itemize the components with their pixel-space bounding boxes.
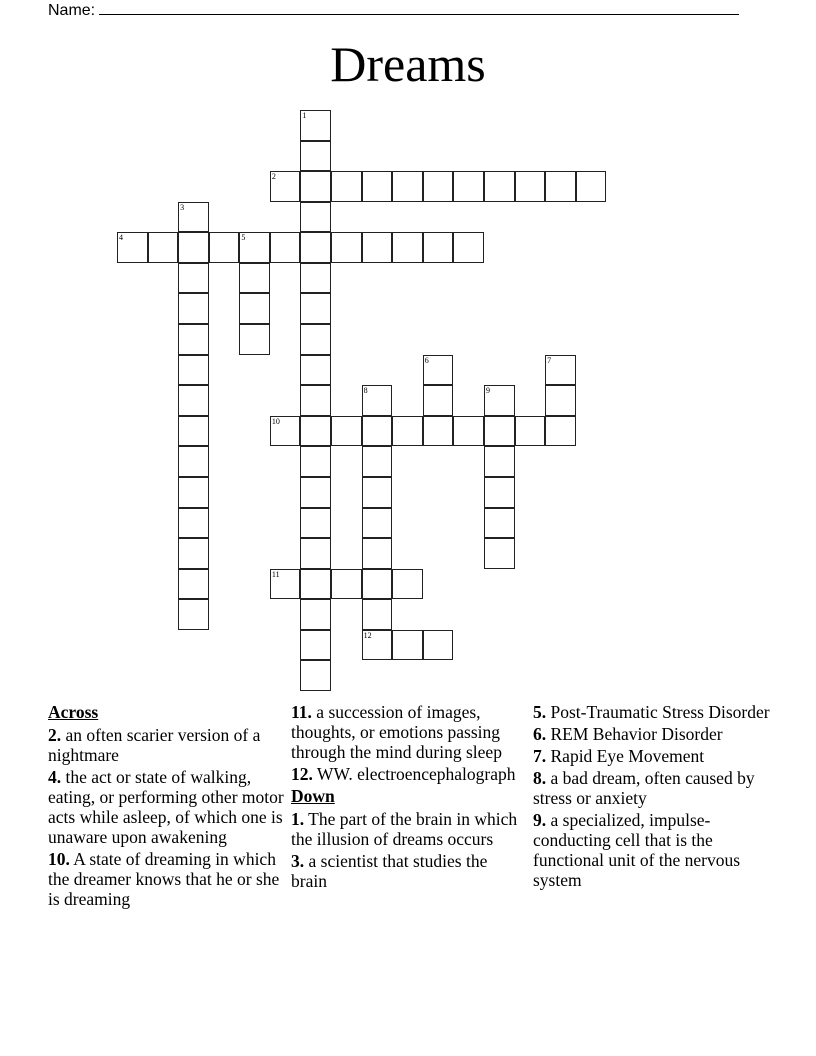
clue-across-2 [48, 725, 284, 765]
grid-cell[interactable] [178, 508, 209, 539]
grid-cell[interactable] [300, 324, 331, 355]
clue-down-9 [533, 810, 773, 890]
clue-text: a specialized, impulse-conducting cell that is the functional unit of the nervous system [533, 810, 741, 890]
grid-cell[interactable] [392, 232, 423, 263]
grid-cell[interactable] [453, 232, 484, 263]
grid-cell[interactable] [300, 446, 331, 477]
grid-cell[interactable] [392, 171, 423, 202]
cell-number: 5 [241, 233, 246, 243]
grid-cell[interactable] [270, 416, 301, 447]
grid-cell[interactable] [484, 171, 515, 202]
clue-text: Post-Traumatic Stress Disorder [546, 702, 770, 722]
across-heading: Across [48, 702, 99, 722]
cell-number: 4 [119, 233, 123, 243]
clue-number: 11. [291, 702, 312, 722]
clue-down-8 [533, 768, 773, 808]
grid-cell[interactable] [300, 141, 331, 172]
grid-cell[interactable] [300, 202, 331, 233]
clue-number: 9. [533, 810, 547, 830]
grid-cell[interactable] [300, 630, 331, 661]
clue-number: 7. [533, 746, 547, 766]
clues-column-1 [48, 702, 284, 911]
grid-cell[interactable] [515, 171, 546, 202]
grid-cell[interactable] [270, 171, 301, 202]
clue-number: 1. [291, 809, 305, 829]
grid-cell[interactable] [331, 232, 362, 263]
grid-cell[interactable] [270, 232, 301, 263]
grid-cell[interactable] [362, 477, 393, 508]
grid-cell[interactable] [178, 599, 209, 630]
cell-number: 10 [271, 416, 280, 426]
grid-cell[interactable] [362, 569, 393, 600]
grid-cell[interactable] [300, 171, 331, 202]
grid-cell[interactable] [545, 416, 576, 447]
clue-number: 2. [48, 725, 62, 745]
clue-number: 12. [291, 764, 313, 784]
grid-cell[interactable] [178, 538, 209, 569]
grid-cell[interactable] [331, 416, 362, 447]
clue-text: A state of dreaming in which the dreamer knows that he or she is dreaming [48, 849, 280, 909]
clue-across-12 [291, 764, 527, 784]
grid-cell[interactable] [392, 630, 423, 661]
grid-cell[interactable] [484, 538, 515, 569]
grid-cell[interactable] [300, 416, 331, 447]
clue-down-5 [533, 702, 773, 722]
grid-cell[interactable] [484, 477, 515, 508]
grid-cell[interactable] [423, 416, 454, 447]
down-heading: Down [291, 786, 335, 806]
grid-cell[interactable] [576, 171, 607, 202]
grid-cell[interactable] [300, 569, 331, 600]
grid-cell[interactable] [362, 232, 393, 263]
grid-cell[interactable] [117, 232, 148, 263]
cell-number: 1 [302, 111, 307, 120]
cell-number: 6 [424, 355, 429, 365]
grid-cell[interactable] [300, 293, 331, 324]
grid-cell[interactable] [300, 660, 331, 691]
clue-number: 10. [48, 849, 70, 869]
clue-down-7 [533, 746, 773, 766]
clues-column-3 [533, 702, 773, 892]
grid-cell[interactable] [515, 416, 546, 447]
grid-cell[interactable] [484, 416, 515, 447]
grid-cell[interactable] [545, 171, 576, 202]
clue-text: an often scarier version of a nightmare [48, 725, 261, 765]
grid-cell[interactable] [453, 416, 484, 447]
cell-number: 8 [363, 386, 368, 396]
cell-number: 11 [271, 569, 280, 579]
clues-column-2 [291, 702, 527, 893]
clue-text: Rapid Eye Movement [546, 746, 705, 766]
clue-across-10 [48, 849, 284, 909]
name-field[interactable] [48, 0, 739, 20]
grid-cell[interactable] [239, 293, 270, 324]
clue-number: 3. [291, 851, 305, 871]
grid-cell[interactable] [484, 508, 515, 539]
clue-text: REM Behavior Disorder [546, 724, 723, 744]
cell-number: 2 [271, 172, 276, 182]
grid-cell[interactable] [270, 569, 301, 600]
grid-cell[interactable] [239, 324, 270, 355]
clue-across-4 [48, 767, 284, 847]
grid-cell[interactable] [239, 263, 270, 294]
cell-number: 7 [547, 355, 552, 365]
grid-cell[interactable] [545, 385, 576, 416]
grid-cell[interactable] [300, 385, 331, 416]
grid-cell[interactable] [423, 630, 454, 661]
grid-cell[interactable] [362, 538, 393, 569]
grid-cell[interactable] [423, 232, 454, 263]
grid-cell[interactable] [362, 416, 393, 447]
grid-cell[interactable] [362, 446, 393, 477]
grid-cell[interactable] [453, 171, 484, 202]
grid-cell[interactable] [362, 385, 393, 416]
grid-cell[interactable] [178, 263, 209, 294]
cell-number: 3 [180, 202, 185, 212]
grid-cell[interactable] [178, 477, 209, 508]
grid-cell[interactable] [300, 538, 331, 569]
grid-cell[interactable] [392, 569, 423, 600]
name-blank-line[interactable] [99, 0, 739, 15]
grid-cell[interactable] [300, 599, 331, 630]
clue-text: WW. electroencephalograph [312, 764, 516, 784]
grid-cell[interactable] [362, 599, 393, 630]
grid-cell[interactable] [545, 355, 576, 386]
grid-cell[interactable] [300, 263, 331, 294]
cell-number: 12 [363, 630, 372, 640]
grid-cell[interactable] [178, 232, 209, 263]
grid-cell[interactable] [423, 171, 454, 202]
page-title: Dreams [330, 36, 486, 92]
grid-cell[interactable] [300, 508, 331, 539]
grid-cell[interactable] [178, 355, 209, 386]
grid-cell[interactable] [362, 630, 393, 661]
clue-down-6 [533, 724, 773, 744]
grid-cell[interactable] [148, 232, 179, 263]
clue-number: 8. [533, 768, 547, 788]
grid-cell[interactable] [300, 355, 331, 386]
grid-cell[interactable] [484, 446, 515, 477]
grid-cell[interactable] [362, 508, 393, 539]
clue-text: a scientist that studies the brain [291, 851, 488, 891]
grid-cell[interactable] [239, 232, 270, 263]
grid-cell[interactable] [331, 171, 362, 202]
grid-cell[interactable] [209, 232, 240, 263]
clue-down-1 [291, 809, 527, 849]
clue-text: a succession of images, thoughts, or emotions passing through the mind during sleep [291, 702, 502, 762]
clue-across-11 [291, 702, 527, 762]
grid-cell[interactable] [178, 569, 209, 600]
grid-cell[interactable] [300, 232, 331, 263]
grid-cell[interactable] [423, 355, 454, 386]
cell-number: 9 [485, 386, 490, 396]
clue-text: the act or state of walking, eating, or performing other motor acts while asleep, of which one is unaware upon awakening [48, 767, 284, 847]
grid-cell[interactable] [178, 446, 209, 477]
grid-cell[interactable] [178, 416, 209, 447]
clue-number: 6. [533, 724, 547, 744]
clue-number: 4. [48, 767, 62, 787]
grid-cell[interactable] [331, 569, 362, 600]
clue-text: The part of the brain in which the illusion of dreams occurs [291, 809, 518, 849]
grid-cell[interactable] [423, 385, 454, 416]
grid-cell[interactable] [178, 293, 209, 324]
clue-down-3 [291, 851, 527, 891]
grid-cell[interactable] [300, 477, 331, 508]
grid-cell[interactable] [484, 385, 515, 416]
clue-text: a bad dream, often caused by stress or anxiety [533, 768, 755, 808]
name-label: Name: [48, 2, 96, 19]
grid-cell[interactable] [392, 416, 423, 447]
grid-cell[interactable] [300, 110, 331, 141]
grid-cell[interactable] [178, 202, 209, 233]
clue-number: 5. [533, 702, 547, 722]
grid-cell[interactable] [178, 385, 209, 416]
grid-cell[interactable] [362, 171, 393, 202]
grid-cell[interactable] [178, 324, 209, 355]
